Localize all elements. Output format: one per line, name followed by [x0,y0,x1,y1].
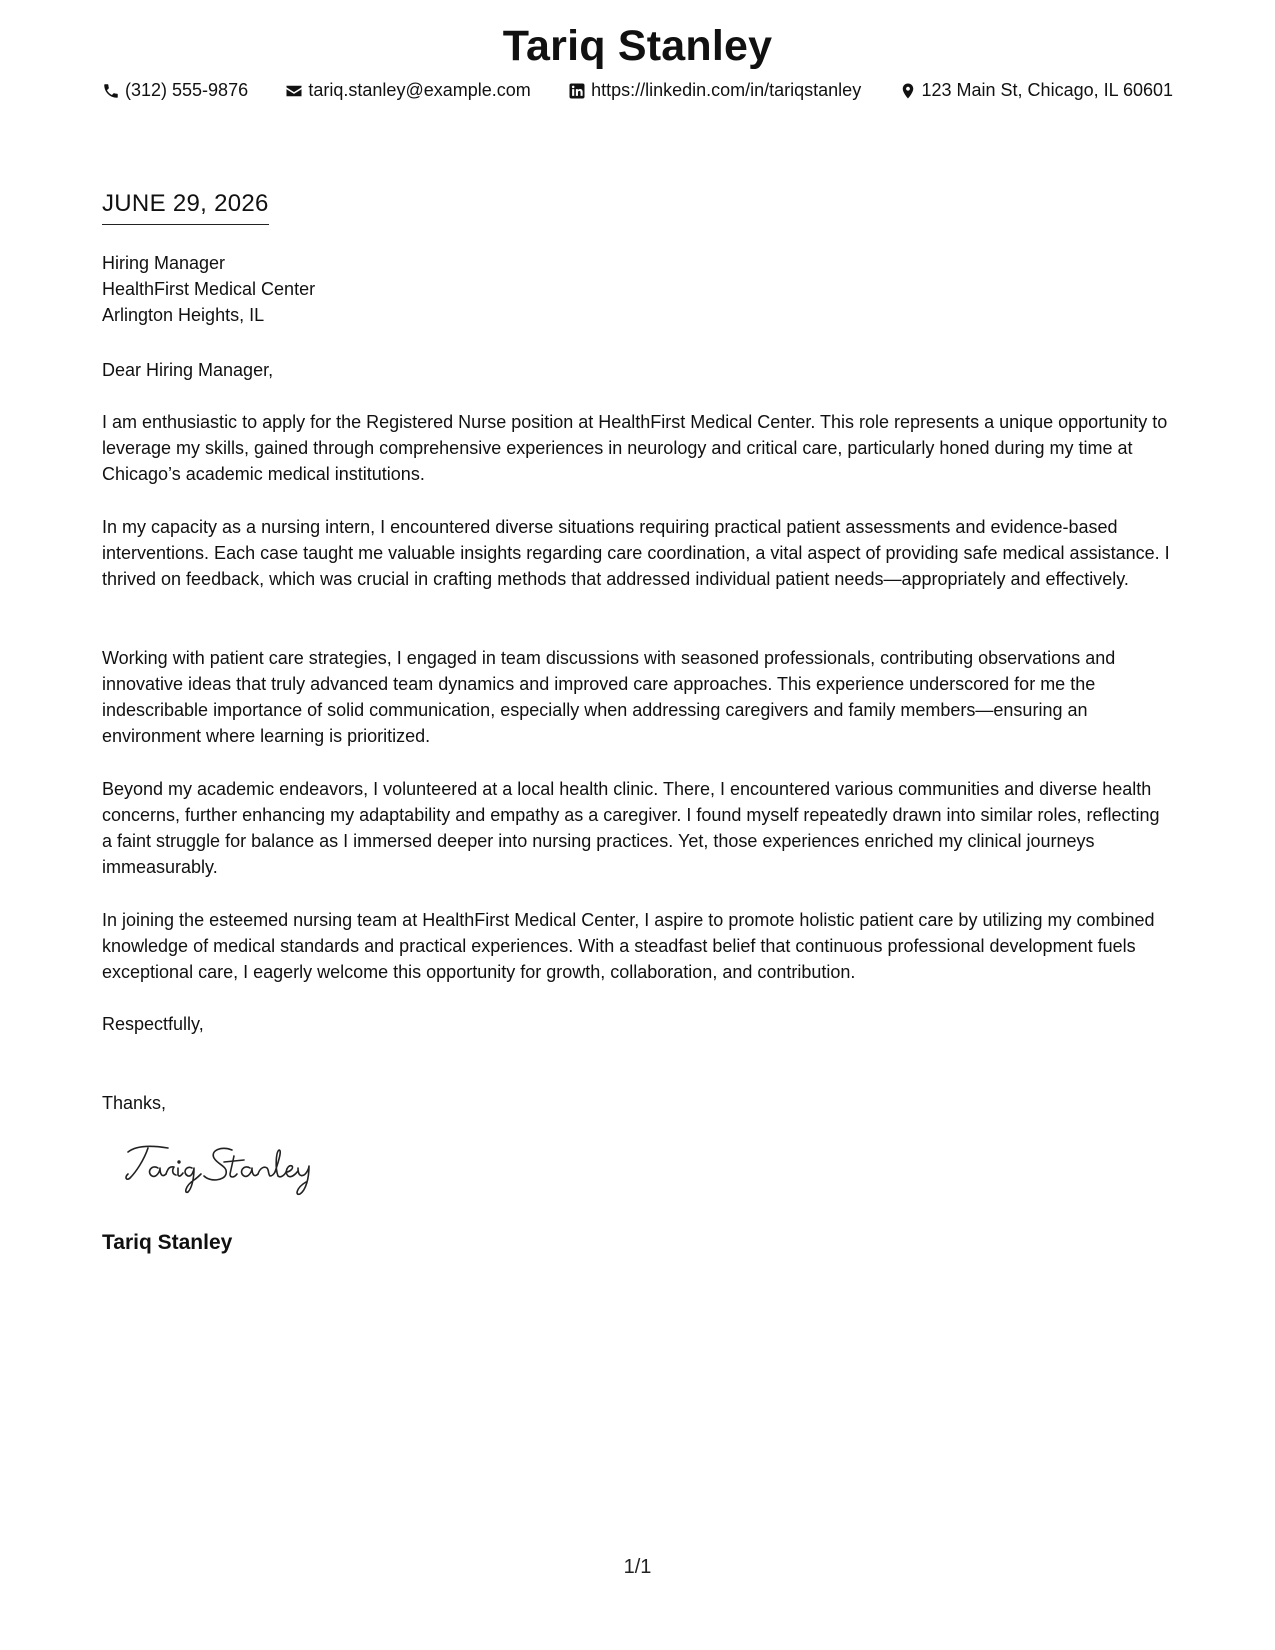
signer-name: Tariq Stanley [102,1231,233,1254]
recipient-location: Arlington Heights, IL [102,305,265,325]
contact-info-row [102,80,1173,101]
recipient-title: Hiring Manager [102,253,226,273]
linkedin-icon [568,82,586,100]
applicant-name-heading: Tariq Stanley [502,22,773,70]
recipient-organization: HealthFirst Medical Center [102,279,316,299]
map-pin-icon [899,82,917,100]
body-paragraph-3: Working with patient care strategies, I engaged in team discussions with seasoned professionals, contributing observations and innovative ideas that truly advanced team dynamics and improved care approaches. This experience underscored for me the indescribable importance of solid communication, especially when addressing caregivers and family members—ensuring an environment where learning is prioritized. [102,648,1116,746]
contact-email [285,80,530,101]
street-address: 123 Main St, Chicago, IL 60601 [921,80,1173,100]
contact-linkedin [568,80,861,101]
phone-icon [102,82,120,100]
phone-number: (312) 555-9876 [125,80,249,100]
linkedin-url: https://linkedin.com/in/tariqstanley [591,80,862,100]
handwritten-signature [122,1138,342,1200]
letter-date: JUNE 29, 2026 [102,190,269,225]
body-paragraph-5: In joining the esteemed nursing team at HealthFirst Medical Center, I aspire to promote holistic patient care by utilizing my combined knowledge of medical standards and practical experiences. With a steadfast belief that continuous professional development fuels exceptional care, I eagerly welcome this opportunity for growth, collaboration, and contribution. [102,910,1155,982]
salutation: Dear Hiring Manager, [102,360,274,380]
contact-address [899,80,1174,101]
email-address: tariq.stanley@example.com [308,80,531,100]
contact-phone [102,80,248,101]
recipient-block [102,250,315,328]
body-paragraph-2: In my capacity as a nursing intern, I encountered diverse situations requiring practical patient assessments and evidence-based interventions. Each case taught me valuable insights regarding care coordination, a vital aspect of providing safe medical assistance. I thrived on feedback, which was crucial in crafting methods that addressed individual patient needs—appropriately and effectively. [102,517,1170,589]
envelope-icon [285,82,303,100]
body-paragraph-4: Beyond my academic endeavors, I volunteered at a local health clinic. There, I encountered various communities and diverse health concerns, further enhancing my adaptability and empathy as a caregiver. I found myself repeatedly drawn into similar roles, reflecting a faint struggle for balance as I immersed deeper into nursing practices. Yet, those experiences enriched my clinical journeys immeasurably. [102,779,1160,877]
page-number: 1/1 [623,1556,652,1578]
closing-line: Respectfully, [102,1014,204,1034]
thanks-line: Thanks, [102,1093,167,1113]
body-paragraph-1: I am enthusiastic to apply for the Registered Nurse position at HealthFirst Medical Center. This role represents a unique opportunity to leverage my skills, gained through comprehensive experiences in neurology and critical care, particularly honed during my time at Chicago’s academic medical institutions. [102,412,1168,484]
